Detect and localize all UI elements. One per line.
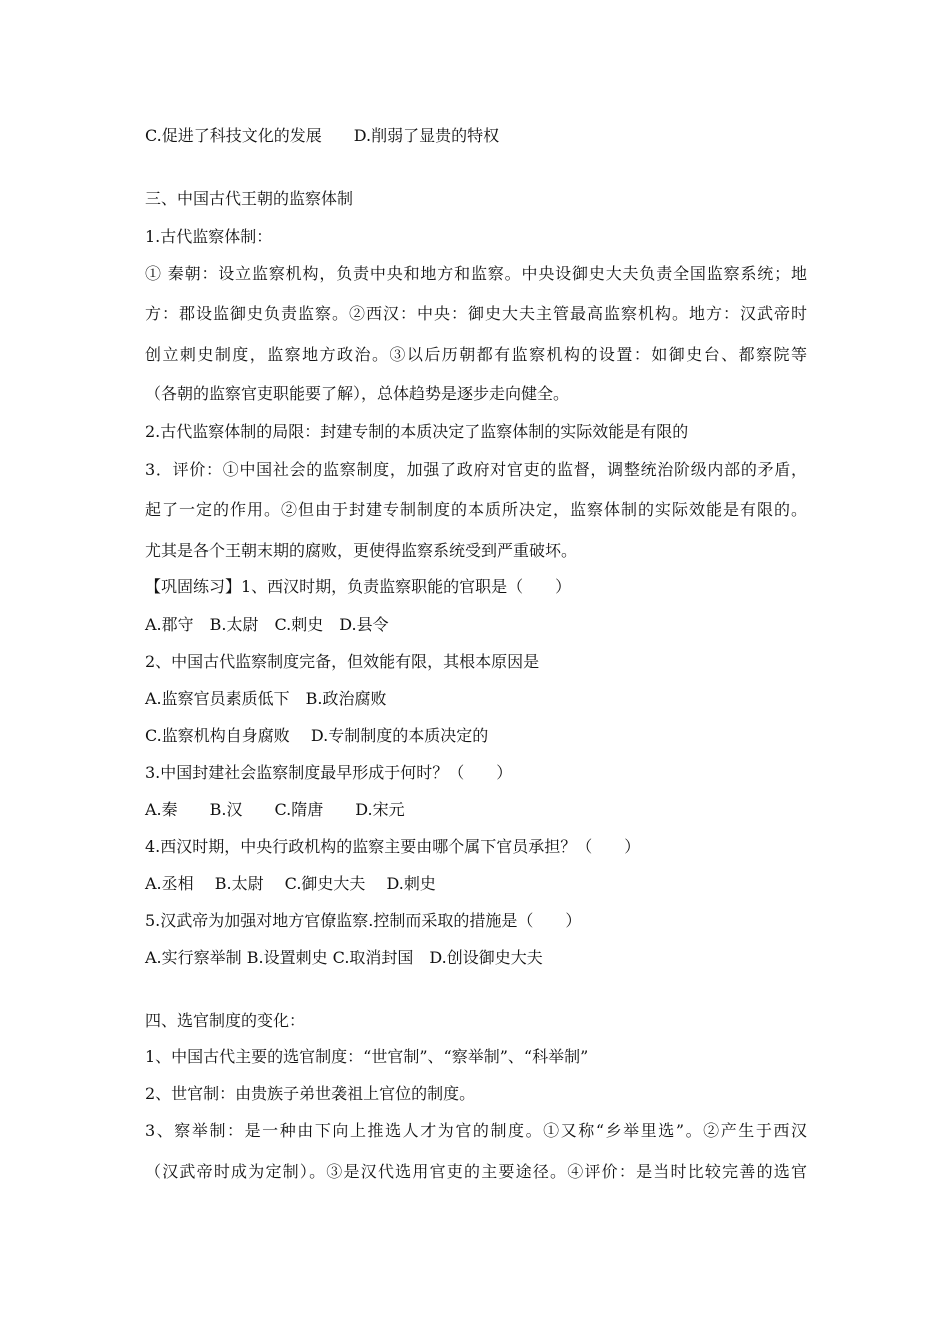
paragraph-line: 尤其是各个王朝末期的腐败，更使得监察系统受到严重破坏。 xyxy=(145,541,578,560)
option-line-c-d: C.促进了科技文化的发展 D.削弱了显贵的特权 xyxy=(145,126,500,145)
exercise-question-3: 3.中国封建社会监察制度最早形成于何时？（ ） xyxy=(145,763,513,782)
paragraph-line: ① 秦朝：设立监察机构，负责中央和地方和监察。中央设御史大夫负责全国监察系统；地 xyxy=(145,264,807,283)
exercise-options-2a: A.监察官员素质低下 B.政治腐败 xyxy=(145,689,387,708)
exercise-options-5: A.实行察举制 B.设置刺史 C.取消封国 D.创设御史大夫 xyxy=(145,948,543,967)
paragraph-line: （各朝的监察官吏职能要了解），总体趋势是逐步走向健全。 xyxy=(145,384,570,403)
paragraph-line: 2.古代监察体制的局限：封建专制的本质决定了监察体制的实际效能是有限的 xyxy=(145,422,689,441)
paragraph-line: 1、中国古代主要的选官制度：“世官制”、“察举制”、“科举制” xyxy=(145,1047,589,1066)
exercise-question-2: 2、中国古代监察制度完备，但效能有限，其根本原因是 xyxy=(145,652,540,671)
paragraph-line: 3．评价：①中国社会的监察制度，加强了政府对官吏的监督，调整统治阶级内部的矛盾， xyxy=(145,460,807,479)
exercise-question-1: 【巩固练习】1、西汉时期，负责监察职能的官职是（ ） xyxy=(145,577,572,596)
paragraph-line: 创立刺史制度，监察地方政治。③以后历朝都有监察机构的设置：如御史台、都察院等 xyxy=(145,345,807,364)
exercise-options-2b: C.监察机构自身腐败 D.专制制度的本质决定的 xyxy=(145,726,489,745)
section-heading-selection: 四、选官制度的变化： xyxy=(145,1011,306,1030)
section-heading-supervision: 三、中国古代王朝的监察体制 xyxy=(145,189,354,208)
paragraph-line: （汉武帝时成为定制）。③是汉代选用官吏的主要途径。④评价：是当时比较完善的选官 xyxy=(145,1162,807,1181)
exercise-question-4: 4.西汉时期，中央行政机构的监察主要由哪个属下官员承担？（ ） xyxy=(145,837,641,856)
paragraph-line: 方：郡设监御史负责监察。②西汉：中央：御史大夫主管最高监察机构。地方：汉武帝时 xyxy=(145,304,807,323)
paragraph-line: 2、世官制：由贵族子弟世袭祖上官位的制度。 xyxy=(145,1084,476,1103)
exercise-options-1: A.郡守 B.太尉 C.刺史 D.县令 xyxy=(145,615,389,634)
paragraph-line: 3、察举制：是一种由下向上推选人才为官的制度。①又称“乡举里选”。②产生于西汉 xyxy=(145,1121,807,1140)
paragraph-line: 起了一定的作用。②但由于封建专制制度的本质所决定，监察体制的实际效能是有限的。 xyxy=(145,500,807,519)
exercise-question-5: 5.汉武帝为加强对地方官僚监察.控制而采取的措施是（ ） xyxy=(145,911,582,930)
subheading-ancient-supervision: 1.古代监察体制： xyxy=(145,227,273,246)
exercise-options-3: A.秦 B.汉 C.隋唐 D.宋元 xyxy=(145,800,405,819)
exercise-options-4: A.丞相 B.太尉 C.御史大夫 D.刺史 xyxy=(145,874,436,893)
